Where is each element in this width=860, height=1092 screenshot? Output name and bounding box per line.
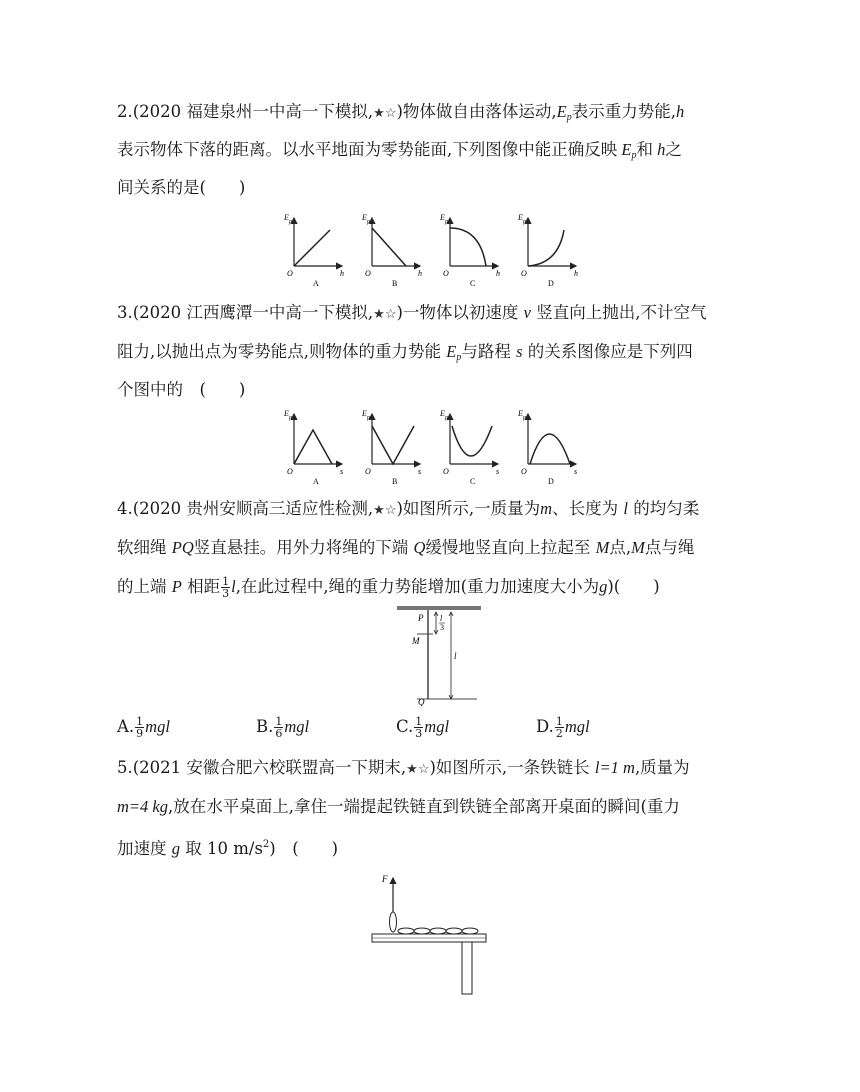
q2-graph-d <box>517 213 578 288</box>
q2-graphs-figure <box>280 210 590 290</box>
svg-text:C: C <box>470 477 476 486</box>
difficulty-star-icon: ★☆ <box>373 106 397 121</box>
q3-graph-a <box>283 409 343 486</box>
svg-text:E: E <box>362 409 367 418</box>
q5-chain-figure <box>370 870 490 998</box>
q3-graph-d <box>517 409 577 486</box>
svg-text:p: p <box>367 219 370 225</box>
svg-text:O: O <box>521 467 527 476</box>
q3-line-1: 3.(2020 江西鹰潭一中高一下模拟,★☆)一物体以初速度 v 竖直向上抛出,不计空气 <box>117 303 707 322</box>
svg-text:O: O <box>365 269 371 278</box>
svg-text:D: D <box>548 477 554 486</box>
svg-text:D: D <box>548 279 554 288</box>
svg-text:C: C <box>470 279 476 288</box>
svg-text:p: p <box>523 219 526 225</box>
q3-graph-b <box>361 409 421 486</box>
fraction-one-third: $\frac{1}{3}$ <box>222 575 230 600</box>
svg-text:A: A <box>313 477 319 486</box>
svg-text:s: s <box>496 467 500 476</box>
svg-text:O: O <box>287 467 293 476</box>
svg-text:B: B <box>392 279 398 288</box>
svg-text:s: s <box>340 467 344 476</box>
q3-line-2: 阻力,以抛出点为零势能点,则物体的重力势能 $E_p$与路程 s 的关系图像应是下列四 <box>117 342 693 363</box>
difficulty-star-icon: ★☆ <box>373 503 397 518</box>
q4-option-d[interactable]: D. $\frac{1}{2}$ mgl <box>536 715 590 740</box>
q3-line-3: 个图中的 ( ) <box>117 380 246 399</box>
svg-text:l: l <box>440 614 443 623</box>
svg-text:p: p <box>445 415 448 421</box>
svg-text:l: l <box>454 651 457 661</box>
svg-text:h: h <box>340 269 344 278</box>
svg-text:O: O <box>365 467 371 476</box>
svg-text:s: s <box>574 467 578 476</box>
svg-text:p: p <box>289 219 292 225</box>
q3-graph-c <box>439 409 499 486</box>
svg-text:p: p <box>445 219 448 225</box>
q3-graphs-figure <box>280 404 590 490</box>
q4-option-b[interactable]: B. $\frac{1}{6}$ mgl <box>256 715 310 740</box>
q4-rope-figure <box>395 604 485 706</box>
svg-text:F: F <box>382 874 388 884</box>
q5-line-1: 5.(2021 安徽合肥六校联盟高一下期末,★☆)如图所示,一条铁链长 l=1 m,质量为 <box>117 758 690 777</box>
svg-text:Q: Q <box>418 697 425 706</box>
svg-text:E: E <box>440 409 445 418</box>
svg-text:M: M <box>412 636 420 646</box>
q2-graph-b <box>361 213 422 288</box>
svg-text:P: P <box>418 613 424 623</box>
q5-line-2: m=4 kg,放在水平桌面上,拿住一端提起铁链直到铁链全部离开桌面的瞬间(重力 <box>117 797 680 816</box>
q2-line-1: 2.(2020 福建泉州一中高一下模拟,★☆)物体做自由落体运动$,E_p$表示重力势能,h <box>117 102 685 123</box>
svg-text:p: p <box>289 415 292 421</box>
svg-text:h: h <box>418 269 422 278</box>
q4-option-c[interactable]: C. $\frac{1}{3}$ mgl <box>396 715 450 740</box>
svg-text:h: h <box>574 269 578 278</box>
difficulty-star-icon: ★☆ <box>373 307 397 322</box>
svg-text:B: B <box>392 477 398 486</box>
svg-text:E: E <box>518 213 523 222</box>
svg-text:O: O <box>521 269 527 278</box>
svg-text:O: O <box>443 269 449 278</box>
q2-graph-c <box>439 213 500 288</box>
svg-text:E: E <box>518 409 523 418</box>
q2-graph-a <box>283 213 344 288</box>
difficulty-star-icon: ★☆ <box>406 762 430 777</box>
svg-text:O: O <box>443 467 449 476</box>
svg-text:O: O <box>287 269 293 278</box>
q5-line-3: 加速度 g 取 10 $m/s^2$) ( ) <box>117 839 339 858</box>
svg-text:h: h <box>496 269 500 278</box>
svg-text:s: s <box>418 467 422 476</box>
svg-text:E: E <box>284 409 289 418</box>
svg-text:A: A <box>313 279 319 288</box>
svg-text:E: E <box>440 213 445 222</box>
q2-line-3: 间关系的是( ) <box>117 178 246 197</box>
q2-line-2: 表示物体下落的距离。以水平地面为零势能面,下列图像中能正确反映 $E_p$和 h之 <box>117 140 682 161</box>
q4-line-2: 软细绳 PQ竖直悬挂。用外力将绳的下端 Q缓慢地竖直向上拉起至 M点,M点与绳 <box>117 538 695 557</box>
q4-option-a[interactable]: A. $\frac{1}{9}$ mgl <box>117 715 170 740</box>
svg-text:p: p <box>367 415 370 421</box>
svg-text:E: E <box>284 213 289 222</box>
q4-line-1: 4.(2020 贵州安顺高三适应性检测,★☆)如图所示,一质量为m、长度为 l 的均匀柔 <box>117 499 700 518</box>
svg-text:3: 3 <box>440 623 444 632</box>
q4-line-3: 的上端 P 相距 $\frac{1}{3}$ l,在此过程中,绳的重力势能增加(重力加速度大小为g)( ) <box>117 575 660 600</box>
svg-text:p: p <box>523 415 526 421</box>
svg-text:E: E <box>362 213 367 222</box>
